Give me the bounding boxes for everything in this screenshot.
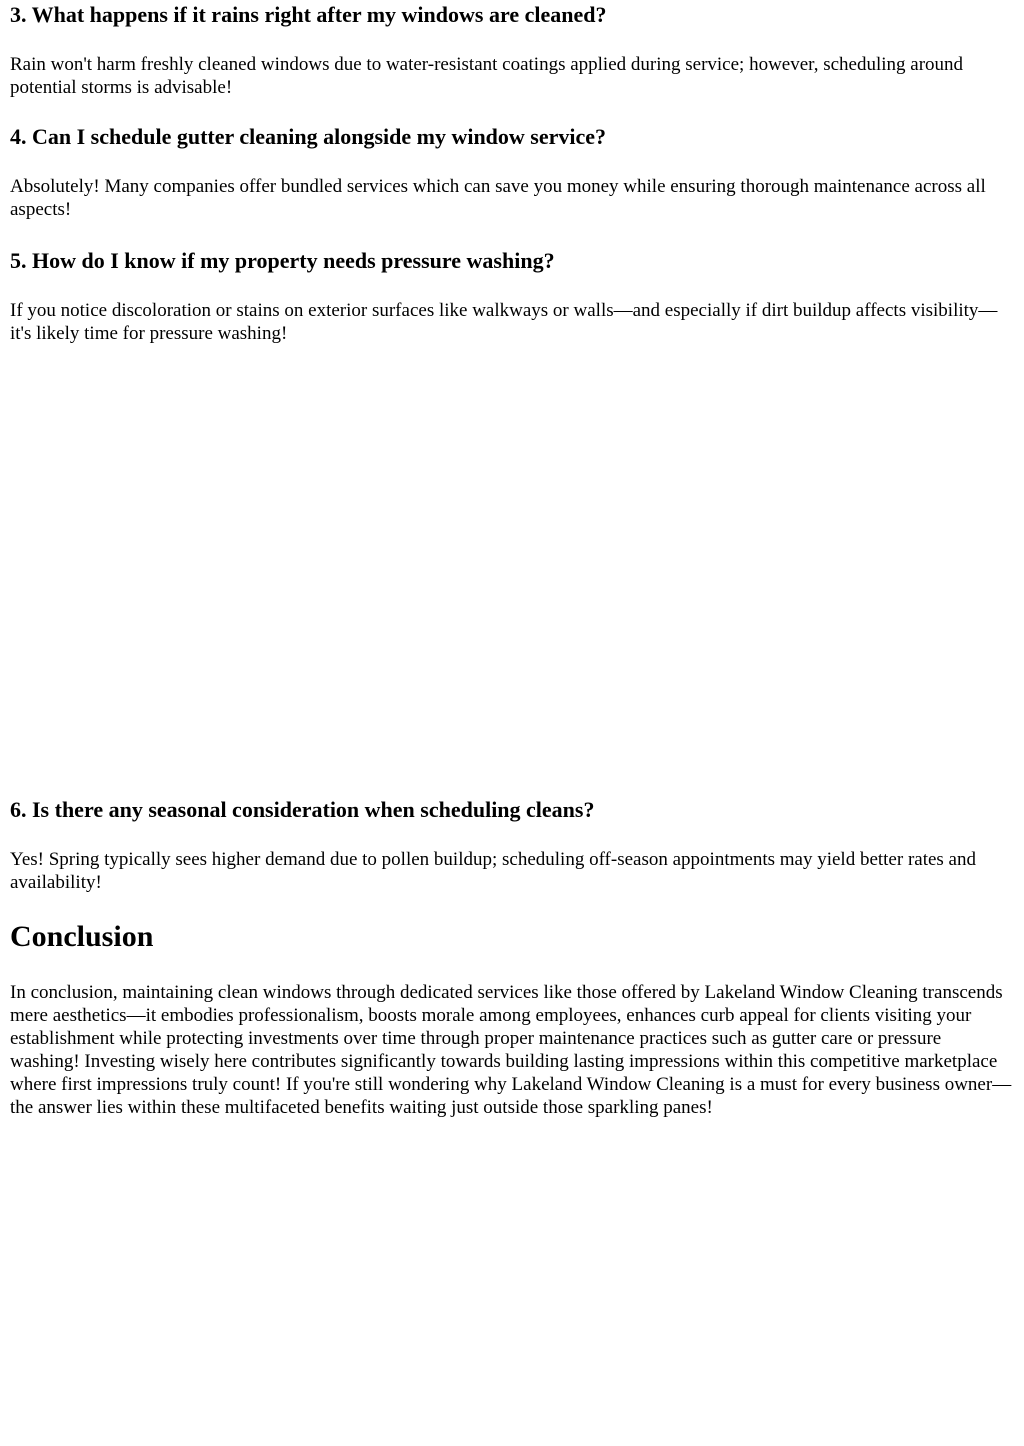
faq-answer-3: Rain won't harm freshly cleaned windows due to water-resistant coatings applied during service; however, scheduling around potential storms is advisable! [10, 54, 964, 98]
conclusion-text: In conclusion, maintaining clean windows through dedicated services like those offered by Lakeland Window Cleaning transcends mere aesthetics—it embodies professionalism, boosts morale among employees, enhances curb appeal for clients visiting your establishment while protecting investments over time through proper maintenance practices such as gutter care or pressure washing! Investing wisely here contributes significantly towards building lasting impressions within this competitive marketplace where first impressions truly count! If you're still wondering why Lakeland Window Cleaning is a must for every business owner—the answer lies within these multifaceted benefits waiting just outside those sparkling panes! [10, 982, 1012, 1118]
faq-question-4: 4. Can I schedule gutter cleaning alongside my window service? [10, 124, 607, 149]
faq-question-3: 3. What happens if it rains right after my windows are cleaned? [10, 2, 607, 27]
faq-question-6: 6. Is there any seasonal consideration when scheduling cleans? [10, 797, 595, 822]
faq-answer-4: Absolutely! Many companies offer bundled services which can save you money while ensuring thorough maintenance across all aspects! [10, 176, 986, 220]
faq-answer-5: If you notice discoloration or stains on exterior surfaces like walkways or walls—and especially if dirt buildup affects visibility—it's likely time for pressure washing! [10, 300, 998, 344]
conclusion-heading: Conclusion [10, 920, 154, 953]
faq-answer-6: Yes! Spring typically sees higher demand due to pollen buildup; scheduling off-season appointments may yield better rates and availability! [10, 849, 976, 893]
faq-question-5: 5. How do I know if my property needs pressure washing? [10, 248, 555, 273]
